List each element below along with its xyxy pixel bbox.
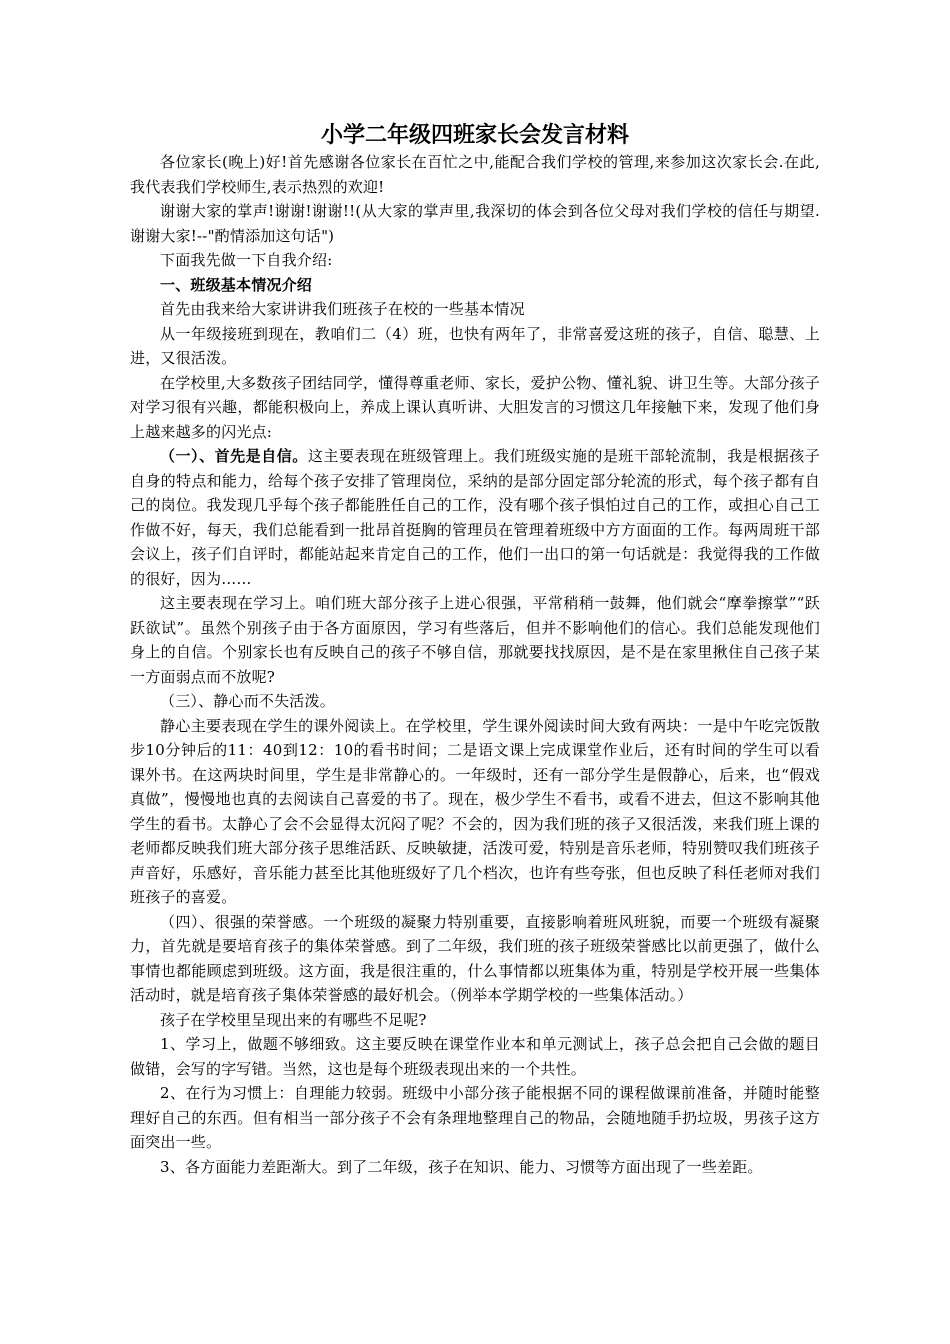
confidence-text: 这主要表现在班级管理上。我们班级实施的是班干部轮流制，我是根据孩子自身的特点和能力，给每个孩子安排了管理岗位，采纳的是部分固定部分轮流的形式，每个孩子都有自己的岗位。我发现几乎每个孩子都能胜任自己的工作，没有哪个孩子惧怕过自己的工作，或担心自己工作做不好，每天，我们总能看到一批昂首挺胸的管理员在管理着班级中方方面面的工作。每两周班干部会议上，孩子们自评时，都能站起来肯定自己的工作，他们一出口的第一句话就是：我觉得我的工作做的很好，因为……: [130, 447, 820, 588]
paragraph-shortcoming-2: 2、在行为习惯上：自理能力较弱。班级中小部分孩子能根据不同的课程做课前准备，并随时能整理好自己的东西。但有相当一部分孩子不会有条理地整理自己的物品，会随地随手扔垃圾，男孩子这方面突出一些。: [130, 1084, 820, 1151]
paragraph-shortcomings: 孩子在学校里呈现出来的有哪些不足呢?: [160, 1010, 427, 1029]
paragraph-reading: 静心主要表现在学生的课外阅读上。在学校里，学生课外阅读时间大致有两块：一是中午吃完饭散步10分钟后的11：40到12：10的看书时间；二是语文课上完成课堂作业后，还有时间的学生可以看课外书。在这两块时间里，学生是非常静心的。一年级时，还有一部分学生是假静心，后来，也“假戏真做”，慢慢地也真的去阅读自己喜爱的书了。现在，极少学生不看书，或看不进去，但这不影响其他学生的看书。太静心了会不会显得太沉闷了呢？不会的，因为我们班的孩子又很活泼，来我们班上课的老师都反映我们班大部分孩子思维活跃、反映敏捷，活泼可爱，特别是音乐老师，特别赞叹我们班孩子声音好，乐感好，音乐能力甚至比其他班级好了几个档次，也许有些夸张，但也反映了科任老师对我们班孩子的喜爱。: [130, 716, 820, 906]
paragraph-honor: （四）、很强的荣誉感。一个班级的凝聚力特别重要，直接影响着班风班貌，而要一个班级有凝聚力，首先就是要培育孩子的集体荣誉感。到了二年级，我们班的孩子班级荣誉感比以前更强了，做什么事情也都能顾虑到班级。这方面，我是很注重的，什么事情都以班集体为重，特别是学校开展一些集体活动时，就是培育孩子集体荣誉感的最好机会。（例举本学期学校的一些集体活动。）: [130, 912, 820, 1004]
paragraph-self-intro: 下面我先做一下自我介绍:: [160, 251, 333, 269]
paragraph-calm-heading: （三）、静心而不失活泼。: [160, 692, 335, 710]
paragraph-class-intro: 从一年级接班到现在，教咱们二（4）班，也快有两年了，非常喜爱这班的孩子，自信、聪慧、上进，又很活泼。: [130, 324, 820, 367]
paragraph-thanks: 谢谢大家的掌声!谢谢!谢谢!!(从大家的掌声里,我深切的体会到各位父母对我们学校的信任与期望.谢谢大家!--"酌情添加这句话"): [130, 202, 820, 245]
paragraph-school-behavior: 在学校里,大多数孩子团结同学，懂得尊重老师、家长，爱护公物、懂礼貌、讲卫生等。大部分孩子对学习很有兴趣，都能积极向上，养成上课认真听讲、大胆发言的习惯这几年接触下来，发现了他们身上越来越多的闪光点:: [130, 373, 820, 441]
paragraph-greeting: 各位家长(晚上)好!首先感谢各位家长在百忙之中,能配合我们学校的管理,来参加这次家长会.在此,我代表我们学校师生,表示热烈的欢迎!: [130, 153, 820, 196]
paragraph-confidence: [130, 444, 820, 591]
document-title: 小学二年级四班家长会发言材料: [320, 122, 629, 148]
paragraph-study-confidence: 这主要表现在学习上。咱们班大部分孩子上进心很强，平常稍稍一鼓舞，他们就会“摩拳擦掌”“跃跃欲试”。虽然个别孩子由于各方面原因，学习有些落后，但并不影响他们的信心。我们总能发现他们身上的自信。个别家长也有反映自己的孩子不够自信，那就要找找原因，是不是在家里揪住自己孩子某一方面弱点而不放呢?: [130, 594, 820, 686]
confidence-lead: （一）、首先是自信。: [160, 447, 308, 465]
paragraph-overview-lead: 首先由我来给大家讲讲我们班孩子在校的一些基本情况: [160, 300, 525, 318]
paragraph-shortcoming-1: 1、学习上，做题不够细致。这主要反映在课堂作业本和单元测试上，孩子总会把自己会做的题目做错，会写的字写错。当然，这也是每个班级表现出来的一个共性。: [130, 1035, 820, 1078]
paragraph-shortcoming-3: 3、各方面能力差距渐大。到了二年级，孩子在知识、能力、习惯等方面出现了一些差距。: [160, 1157, 763, 1176]
section-heading-class-overview: 一、班级基本情况介绍: [160, 275, 313, 294]
document-body: [130, 150, 820, 1179]
